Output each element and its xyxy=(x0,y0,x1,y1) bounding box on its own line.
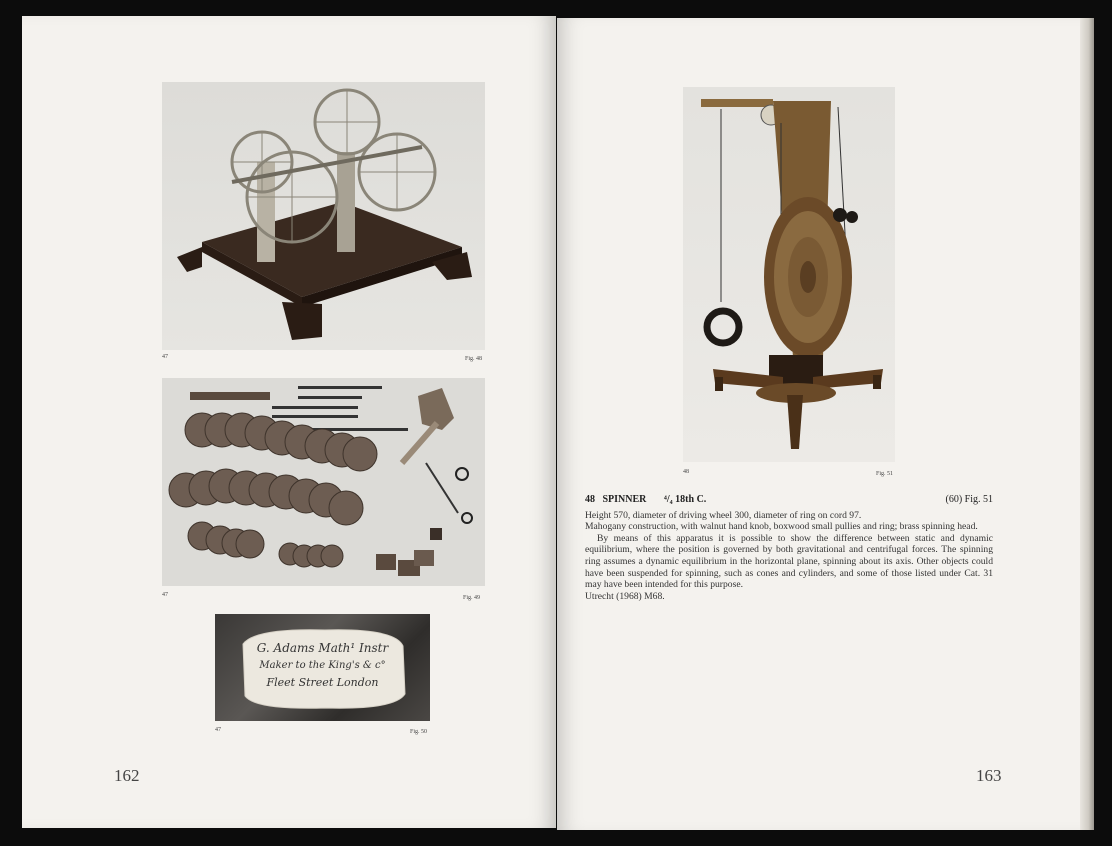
fig49-cat-number: 47 xyxy=(162,592,168,598)
photo-wheel-apparatus xyxy=(162,82,485,350)
fig48-cat-number: 47 xyxy=(162,354,168,360)
photo-discs-and-parts xyxy=(162,378,485,586)
entry-dimensions: Height 570, diameter of driving wheel 300, diameter of ring on cord 97. xyxy=(585,509,862,521)
entry-construction: Mahogany construction, with walnut hand knob, boxwood small pullies and ring; brass spinning head. xyxy=(585,521,978,533)
photo-spinner xyxy=(683,87,895,462)
label-line-3: Fleet Street London xyxy=(266,676,379,689)
fig49-caption: Fig. 49 xyxy=(463,595,481,601)
photo-trade-label xyxy=(215,614,430,721)
entry-date: ⁴/₄ 18th C. xyxy=(663,494,707,505)
catalogue-entry xyxy=(585,494,993,602)
fig50-caption: Fig. 50 xyxy=(410,729,428,735)
fig51-caption: Fig. 51 xyxy=(876,471,894,477)
spinner-illustration xyxy=(683,87,895,462)
entry-header xyxy=(585,494,993,506)
page-edge xyxy=(1080,18,1094,830)
right-page-number: 163 xyxy=(976,766,1002,785)
entry-title: SPINNER xyxy=(602,494,647,505)
entry-provenance: Utrecht (1968) M68. xyxy=(585,590,665,602)
label-line-2: Maker to the King's & c° xyxy=(259,660,386,671)
entry-description: By means of this apparatus it is possible to show the difference between static and dynamic equilibrium, where the position is governed by both gravitational and centrifugal forces. The spinning ring assumes a dynamic equilibrium in the horizontal plane, spinning about its axis. Other objects could have been suspended for spinning, such as cones and cylinders, and some of those listed under Cat. 31 may have been intended for this purpose. xyxy=(585,532,993,591)
fig50-cat-number: 47 xyxy=(215,727,221,733)
fig48-caption: Fig. 48 xyxy=(465,356,483,362)
label-line-1: G. Adams Math¹ Instr xyxy=(256,641,389,655)
wheel-apparatus-illustration xyxy=(162,82,485,350)
entry-number: 48 xyxy=(585,494,595,505)
entry-ref: (60) Fig. 51 xyxy=(945,494,993,505)
left-page-number: 162 xyxy=(114,766,140,785)
discs-illustration xyxy=(162,378,485,586)
fig51-cat-number: 48 xyxy=(683,469,689,475)
